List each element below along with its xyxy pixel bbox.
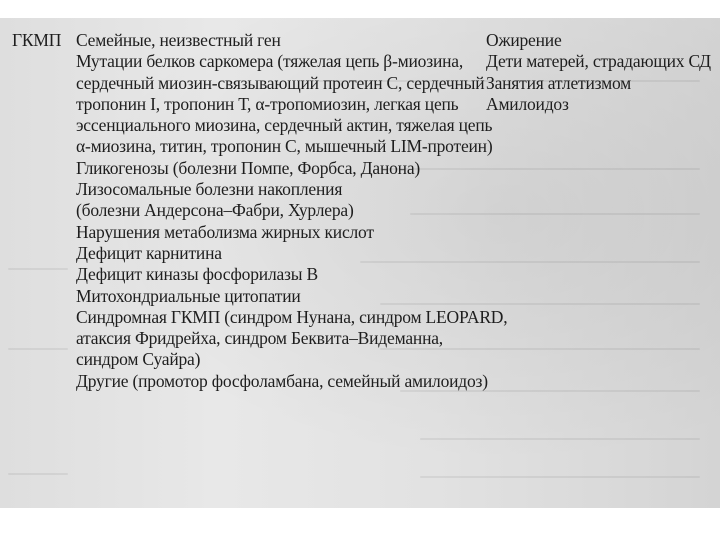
cause-line: Дефицит карнитина [76, 242, 222, 263]
cause-line: Другие (промотор фосфоламбана, семейный амилоидоз) [76, 370, 488, 391]
bleed-through-line [8, 348, 68, 350]
associated-condition: Занятия атлетизмом [486, 72, 632, 93]
cause-line: Синдромная ГКМП (синдром Нунана, синдром LEOPARD, [76, 306, 508, 327]
cause-line: α-миозина, титин, тропонин С, мышечный LIM-протеин) [76, 136, 493, 157]
associated-conditions-column [486, 30, 716, 115]
cause-line: атаксия Фридрейха, синдром Беквита–Видеманна, [76, 328, 443, 349]
category-label: ГКМП [12, 30, 62, 50]
cause-line: тропонин I, тропонин Т, α-тропомиозин, легкая цепь [76, 93, 459, 114]
cause-line: (болезни Андерсона–Фабри, Хурлера) [76, 200, 354, 221]
category-label-column [12, 30, 61, 51]
cause-line: эссенциального миозина, сердечный актин, тяжелая цепь [76, 115, 493, 136]
cause-line: Семейные, неизвестный ген [76, 30, 281, 50]
cause-line: синдром Суайра) [76, 349, 201, 370]
cause-line: Нарушения метаболизма жирных кислот [76, 221, 374, 242]
cause-line: Митохондриальные цитопатии [76, 285, 301, 306]
associated-condition: Ожирение [486, 30, 562, 50]
bleed-through-line [420, 438, 700, 440]
cause-line: Дефицит киназы фосфорилазы В [76, 264, 318, 285]
bleed-through-line [8, 268, 68, 270]
cause-line: Гликогенозы (болезни Помпе, Форбса, Данона) [76, 157, 421, 178]
bleed-through-line [420, 476, 700, 478]
scanned-page [0, 18, 720, 508]
cause-line: сердечный миозин-связывающий протеин С, сердечный [76, 72, 485, 93]
cause-line: Лизосомальные болезни накопления [76, 179, 343, 200]
bleed-through-line [8, 473, 68, 475]
cause-line: Мутации белков саркомера (тяжелая цепь β-миозина, [76, 51, 464, 72]
causes-column [76, 30, 508, 392]
associated-condition: Дети матерей, страдающих СД [486, 51, 711, 72]
associated-condition: Амилоидоз [486, 93, 569, 114]
